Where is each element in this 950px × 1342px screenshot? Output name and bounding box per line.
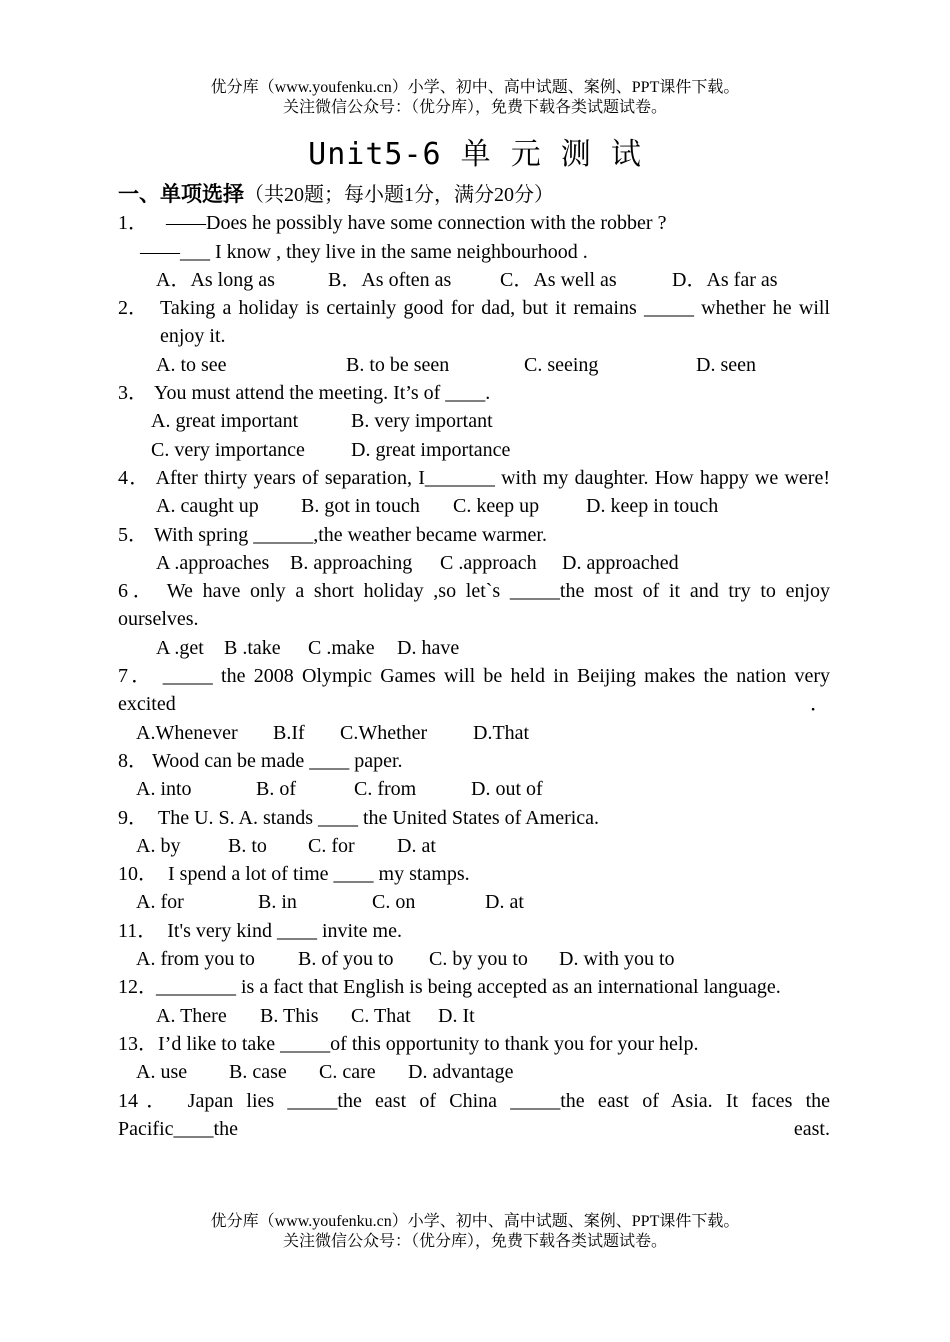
option-b: B. of you to [298, 948, 394, 971]
section-heading [118, 180, 830, 209]
option-c: C. care [319, 1061, 376, 1084]
option-d: D.That [473, 721, 530, 744]
question-7 [118, 662, 830, 719]
option-b: B. to [228, 834, 267, 857]
footer-line-1: 优分库（www.youfenku.cn）小学、初中、高中试题、案例、PPT课件下载。 [210, 1213, 740, 1230]
option-b: B .take [224, 636, 281, 659]
option-c: C．As well as [500, 268, 617, 291]
question-9-options [118, 832, 830, 860]
question-number: 11． [118, 919, 158, 942]
question-stem: The U. S. A. stands ____ the United States of America. [158, 806, 600, 829]
option-a: A. into [136, 778, 192, 801]
option-d: D. at [397, 834, 436, 857]
option-b: B. approaching [290, 551, 413, 574]
question-stem: Wood can be made ____ paper. [152, 749, 403, 772]
question-stem: It's very kind ____ invite me. [167, 919, 402, 942]
question-9 [118, 804, 830, 832]
question-stem: I’d like to take _____of this opportunity to thank you for your help. [158, 1032, 699, 1055]
option-d: D. seen [696, 353, 756, 376]
option-a: A. by [136, 834, 181, 857]
question-13-options [118, 1058, 830, 1086]
option-c: C. very importance [151, 438, 305, 461]
question-1 [118, 209, 830, 237]
page-title: Unit5-6 单 元 测 试 [308, 137, 642, 172]
question-number: 5． [118, 523, 148, 546]
question-5 [118, 521, 830, 549]
option-c: C. from [354, 778, 417, 801]
question-12-options [118, 1002, 830, 1030]
question-number: 12． [118, 976, 158, 999]
question-10-options [118, 888, 830, 916]
question-number: 8． [118, 749, 148, 772]
option-c: C .approach [440, 551, 537, 574]
option-b: B．As often as [328, 268, 452, 291]
option-c: C. seeing [524, 353, 599, 376]
option-a: A. caught up [156, 495, 259, 518]
question-1-answer-line: ——___ I know , they live in the same neighbourhood . [140, 240, 588, 263]
question-stem: _____ the 2008 Olympic Games will be held in Beijing makes the nation very excited． [118, 665, 831, 716]
question-number: 1． [118, 212, 148, 235]
question-11 [118, 917, 830, 945]
question-10 [118, 860, 830, 888]
option-b: B. case [229, 1061, 287, 1084]
question-stem: I spend a lot of time ____ my stamps. [168, 863, 470, 886]
option-d: D. at [485, 891, 524, 914]
question-2-options [118, 351, 830, 379]
option-d: D. It [438, 1004, 475, 1027]
question-number: 7． [118, 665, 155, 688]
question-8 [118, 747, 830, 775]
question-4 [118, 464, 830, 492]
question-13 [118, 1030, 830, 1058]
option-b: B. This [260, 1004, 319, 1027]
question-number: 2． [118, 297, 148, 320]
question-number: 14． [118, 1089, 175, 1112]
question-1-options [118, 266, 830, 294]
option-b: B.If [273, 721, 305, 744]
question-number: 6． [118, 580, 158, 603]
option-a: A. for [136, 891, 184, 914]
option-d: D．As far as [672, 268, 778, 291]
option-b: B. very important [351, 410, 493, 433]
option-d: D. approached [562, 551, 679, 574]
question-stem: After thirty years of separation, I_______ with my daughter. How happy we were! [155, 466, 830, 489]
option-c: C. That [351, 1004, 411, 1027]
question-6-options [118, 634, 830, 662]
question-number: 3． [118, 382, 148, 405]
question-stem: You must attend the meeting. It’s of ____. [154, 382, 491, 405]
option-b: B. of [256, 778, 296, 801]
option-a: A. There [156, 1004, 227, 1027]
option-b: B. got in touch [301, 495, 420, 518]
question-stem: ——Does he possibly have some connection with the robber ? [166, 212, 667, 235]
option-d: D. with you to [559, 948, 675, 971]
option-b: B. to be seen [346, 353, 450, 376]
section-note: （共20题；每小题1分，满分20分） [244, 184, 554, 206]
option-c: C. for [308, 834, 355, 857]
option-c: C. on [372, 891, 416, 914]
option-a: A .approaches [156, 551, 270, 574]
option-d: D. advantage [408, 1061, 514, 1084]
option-c: C .make [308, 636, 375, 659]
header-line-1: 优分库（www.youfenku.cn）小学、初中、高中试题、案例、PPT课件下载。 [210, 79, 740, 96]
option-c: C. keep up [453, 495, 540, 518]
option-d: D. keep in touch [586, 495, 719, 518]
question-stem: With spring ______,the weather became warmer. [154, 523, 547, 546]
question-11-options [118, 945, 830, 973]
question-14 [118, 1087, 830, 1144]
section-title: 一、单项选择 [118, 182, 244, 206]
question-number: 13． [118, 1032, 158, 1055]
footer-line-2: 关注微信公众号：（优分库），免费下载各类试题试卷。 [282, 1233, 667, 1250]
option-b: B. in [258, 891, 297, 914]
question-3-options-row-2 [118, 436, 830, 464]
option-a: A.Whenever [136, 721, 238, 744]
question-8-options [118, 775, 830, 803]
page-footer [0, 1212, 950, 1252]
option-d: D. out of [471, 778, 543, 801]
option-a: A. use [136, 1061, 188, 1084]
option-c: C.Whether [340, 721, 428, 744]
question-stem: We have only a short holiday ,so let`s _____the most of it and try to enjoy ourselves. [118, 580, 831, 631]
page-header [0, 78, 950, 118]
option-a: A. great important [151, 410, 299, 433]
option-a: A．As long as [156, 268, 275, 291]
question-stem: Taking a holiday is certainly good for dad, but it remains _____ whether he will enjoy it. [160, 297, 830, 348]
question-3-options-row-1 [118, 407, 830, 435]
question-12 [118, 973, 830, 1001]
question-2 [118, 294, 830, 351]
exam-content [118, 180, 830, 1143]
question-number: 10． [118, 863, 158, 886]
question-3 [118, 379, 830, 407]
question-6 [118, 577, 830, 634]
option-c: C. by you to [429, 948, 528, 971]
question-stem: Japan lies _____the east of China _____the east of Asia. It faces the Pacific____the east. [118, 1089, 830, 1140]
header-line-2: 关注微信公众号：（优分库），免费下载各类试题试卷。 [282, 99, 667, 116]
question-stem: ________ is a fact that English is being accepted as an international language. [156, 976, 781, 999]
question-7-options [118, 719, 830, 747]
option-a: A. to see [156, 353, 227, 376]
option-d: D. have [397, 636, 460, 659]
question-number: 9． [118, 806, 148, 829]
question-5-options [118, 549, 830, 577]
question-number: 4． [118, 466, 151, 489]
question-4-options [118, 492, 830, 520]
option-a: A. from you to [136, 948, 255, 971]
option-a: A .get [156, 636, 204, 659]
option-d: D. great importance [351, 438, 511, 461]
